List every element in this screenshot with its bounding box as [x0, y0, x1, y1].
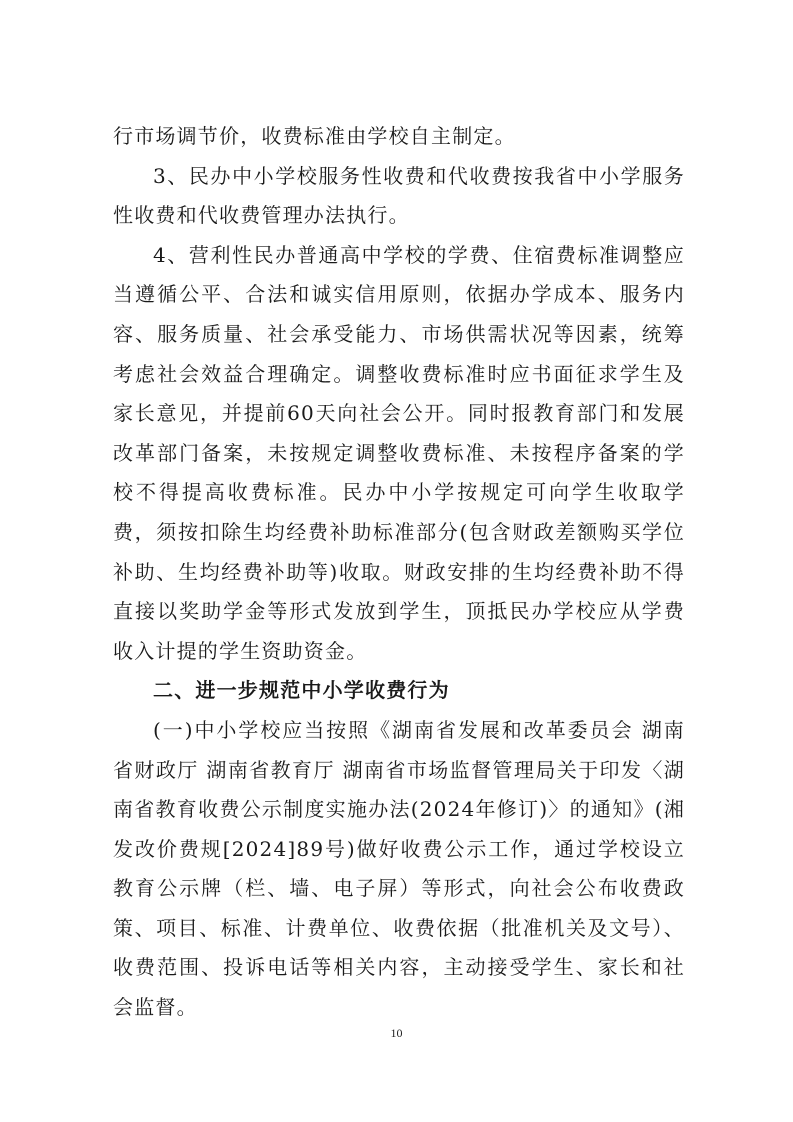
paragraph-item-3: 3、民办中小学校服务性收费和代收费按我省中小学服务性收费和代收费管理办法执行。 [113, 163, 685, 228]
paragraph-item-4: 4、营利性民办普通高中学校的学费、住宿费标准调整应当遵循公平、合法和诚实信用原则，依据办学成本、服务内容、服务质量、社会承受能力、市场供需状况等因素，统筹考虑社会效益合理确定。调整收费标准时应书面征求学生及家长意见，并提前60天向社会公开。同时报教育部门和发展改革部门备案，未按规定调整收费标准、未按程序备案的学校不得提高收费标准。民办中小学按规定可向学生收取学费，须按扣除生均经费补助标准部分(包含财政差额购买学位补助、生均经费补助等)收取。财政安排的生均经费补助不得直接以奖助学金等形式发放到学生，顶抵民办学校应从学费收入计提的学生资助资金。 [113, 242, 685, 663]
paragraph-continuation: 行市场调节价，收费标准由学校自主制定。 [113, 124, 516, 148]
document-body [113, 117, 685, 1028]
page-number: 10 [390, 1026, 403, 1040]
paragraph-subsection-1: (一)中小学校应当按照《湖南省发展和改革委员会 湖南省财政厅 湖南省教育厅 湖南省市场监督管理局关于印发〈湖南省教育收费公示制度实施办法(2024年修订)〉的通知》(湘发改价费规[2024]89号)做好收费公示工作，通过学校设立教育公示牌（栏、墙、电子屏）等形式，向社会公布收费政策、项目、标准、计费单位、收费依据（批准机关及文号）、收费范围、投诉电话等相关内容，主动接受学生、家长和社会监督。 [113, 717, 685, 1020]
section-heading: 二、进一步规范中小学收费行为 [153, 678, 450, 703]
